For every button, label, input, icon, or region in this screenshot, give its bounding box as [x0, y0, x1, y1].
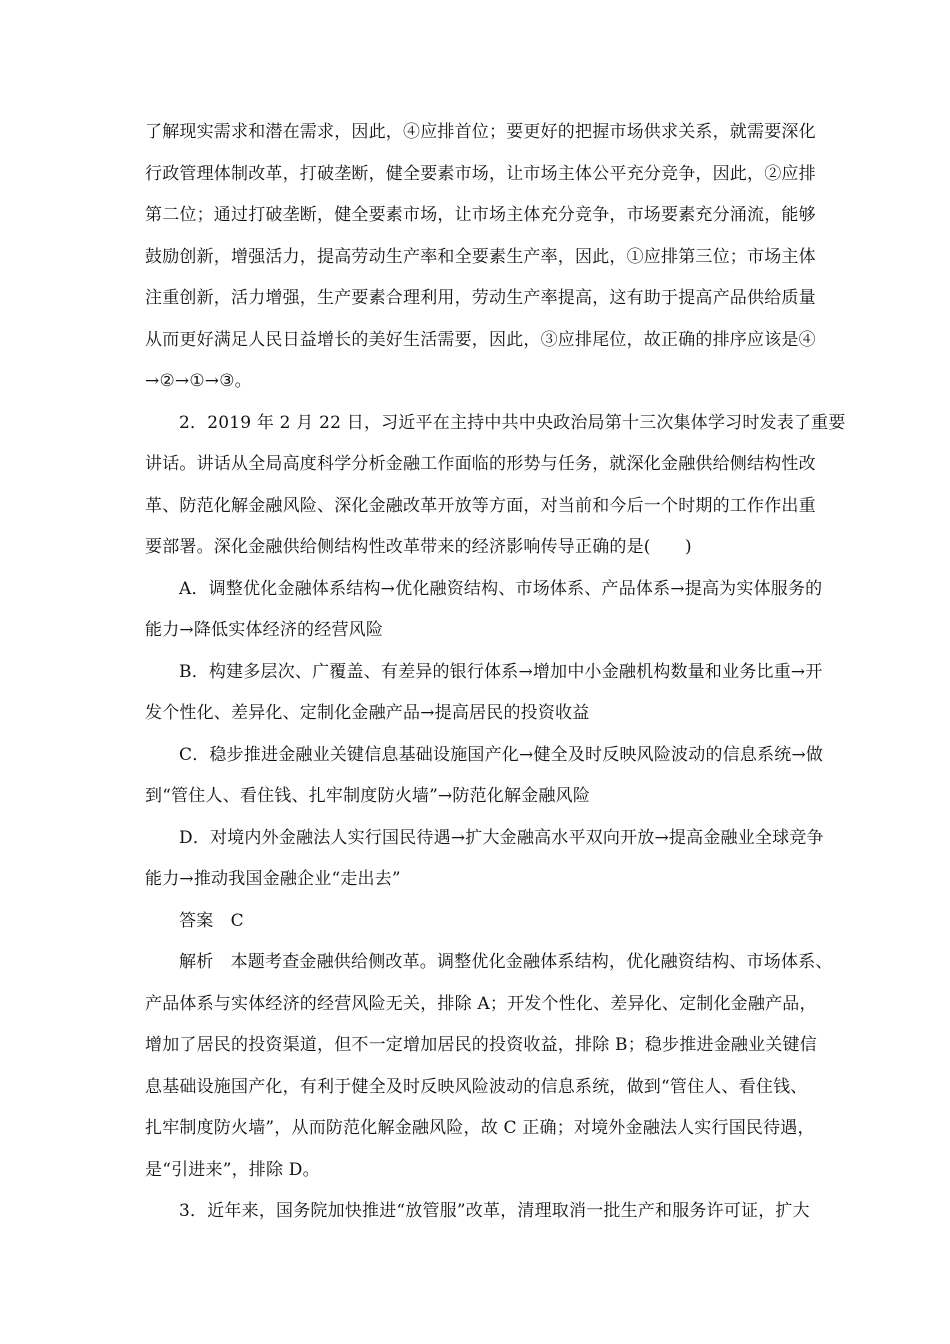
- text-line: 了解现实需求和潜在需求，因此，④应排首位；要更好的把握市场供求关系，就需要深化: [145, 122, 816, 142]
- option-b: B．构建多层次、广覆盖、有差异的银行体系→增加中小金融机构数量和业务比重→开: [179, 661, 823, 682]
- text-line: 能力→推动我国金融企业“走出去”: [145, 869, 401, 889]
- text-line: 到“管住人、看住钱、扎牢制度防火墙”→防范化解金融风险: [145, 786, 591, 806]
- text-line: 第二位；通过打破垄断，健全要素市场，让市场主体充分竞争，市场要素充分涌流，能够: [145, 205, 816, 225]
- answer: 答案 C: [179, 910, 244, 931]
- text-line: 增加了居民的投资渠道，但不一定增加居民的投资收益，排除 B；稳步推进金融业关键信: [145, 1035, 817, 1055]
- text-line: 能力→降低实体经济的经营风险: [145, 620, 384, 640]
- option-d: D．对境内外金融法人实行国民待遇→扩大金融高水平双向开放→提高金融业全球竞争: [179, 827, 824, 848]
- text-line: 革、防范化解金融风险、深化金融改革开放等方面，对当前和今后一个时期的工作作出重: [145, 495, 816, 516]
- question-2-stem: 2．2019 年 2 月 22 日，习近平在主持中共中央政治局第十三次集体学习时发表了重要: [179, 412, 846, 433]
- text-line: 讲话。讲话从全局高度科学分析金融工作面临的形势与任务，就深化金融供给侧结构性改: [145, 454, 816, 474]
- text-line: 鼓励创新，增强活力，提高劳动生产率和全要素生产率，因此，①应排第三位；市场主体: [145, 246, 816, 267]
- text-line: 产品体系与实体经济的经营风险无关，排除 A；开发个性化、差异化、定制化金融产品，: [145, 993, 817, 1014]
- text-line: 注重创新，活力增强，生产要素合理利用，劳动生产率提高，这有助于提高产品供给质量: [145, 288, 816, 308]
- text-line: 息基础设施国产化，有利于健全及时反映风险波动的信息系统，做到“管住人、看住钱、: [145, 1076, 808, 1097]
- question-3-stem: 3．近年来，国务院加快推进“放管服”改革，清理取消一批生产和服务许可证，扩大: [179, 1201, 810, 1221]
- text-line: 行政管理体制改革，打破垄断，健全要素市场，让市场主体公平充分竞争，因此，②应排: [145, 163, 816, 184]
- option-c: C．稳步推进金融业关键信息基础设施国产化→健全及时反映风险波动的信息系统→做: [179, 744, 824, 765]
- text-line: 要部署。深化金融供给侧结构性改革带来的经济影响传导正确的是( ): [145, 537, 692, 557]
- text-line: 从而更好满足人民日益增长的美好生活需要，因此，③应排尾位，故正确的排序应该是④: [145, 329, 816, 350]
- text-line: →②→①→③。: [145, 371, 252, 391]
- document-body: [145, 112, 846, 1233]
- analysis: 解析 本题考查金融供给侧改革。调整优化金融体系结构，优化融资结构、市场体系、: [179, 952, 833, 972]
- text-line: 扎牢制度防火墙”，从而防范化解金融风险，故 C 正确；对境外金融法人实行国民待遇，: [145, 1118, 815, 1138]
- text-line: 发个性化、差异化、定制化金融产品→提高居民的投资收益: [145, 703, 590, 723]
- text-line: 是“引进来”，排除 D。: [145, 1159, 320, 1180]
- option-a: A．调整优化金融体系结构→优化融资结构、市场体系、产品体系→提高为实体服务的: [179, 578, 823, 599]
